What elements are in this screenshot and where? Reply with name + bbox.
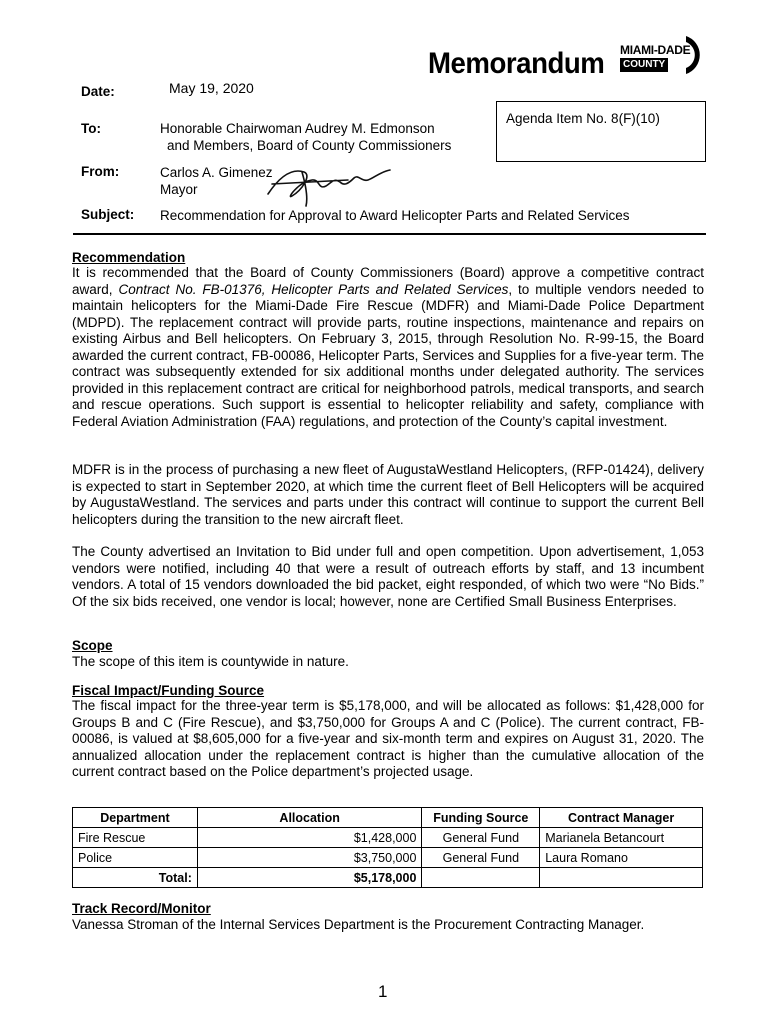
from-line2: Mayor (160, 182, 198, 197)
table-row (73, 828, 703, 848)
header-department: Department (73, 808, 198, 828)
cell-department: Fire Rescue (73, 828, 198, 848)
recommendation-paragraph-1 (72, 265, 704, 430)
memo-title: Memorandum (428, 47, 605, 80)
to-line1: Honorable Chairwoman Audrey M. Edmonson (160, 121, 435, 136)
to-label: To: (81, 121, 101, 136)
to-line2: and Members, Board of County Commissioners (167, 138, 452, 153)
logo-line2: COUNTY (620, 58, 668, 72)
cell-funding-source: General Fund (422, 828, 540, 848)
subject-label: Subject: (81, 207, 135, 222)
county-logo (618, 34, 710, 76)
recommendation-paragraph-2: MDFR is in the process of purchasing a new fleet of AugustaWestland Helicopters, (RFP-01424), delivery is expected to start in September 2020, at which time the current fleet of Bell Helicopters will be acquired by AugustaWestland. The services and parts under this contract will continue to support the current Bell helicopters during the transition to the new aircraft fleet. (72, 462, 704, 527)
contract-name: Contract No. FB-01376, Helicopter Parts and Related Services (118, 281, 509, 297)
rec-p1-text-b: , to multiple vendors needed to maintain helicopters for the Miami-Dade Fire Rescue (MDFR) and Miami-Dade Police Department (MDPD). The replacement contract will provide parts, routine inspections, maintenance and repairs on existing Airbus and Bell helicopters. On February 3, 2015, through Resolution No. R-99-15, the Board awarded the current contract, FB-00086, Helicopter Parts, Services and Supplies for a five-year term. The contract was subsequently extended for six additional months under delegated authority. The services provided in this replacement contract are critical for neighborhood patrols, medical transports, and search and rescue operations. Such support is essential to helicopter reliability and safety, compliance with Federal Aviation Administration (FAA) regulations, and protection of the County’s capital investment. (72, 281, 704, 429)
table-total-row (73, 868, 703, 888)
total-value: $5,178,000 (197, 868, 422, 888)
cell-funding-source: General Fund (422, 848, 540, 868)
header-funding-source: Funding Source (422, 808, 540, 828)
header-divider (73, 233, 706, 235)
scope-paragraph: The scope of this item is countywide in nature. (72, 654, 349, 669)
track-record-heading: Track Record/Monitor (72, 901, 211, 916)
scope-heading: Scope (72, 638, 113, 653)
recommendation-paragraph-3: The County advertised an Invitation to Bid under full and open competition. Upon advertisement, 1,053 vendors were notified, including 40 that were a result of outreach efforts by staff, and 13 incumbent vendors. A total of 15 vendors downloaded the bid packet, eight responded, of which two were “No Bids.” Of the six bids received, one vendor is local; however, none are Certified Small Business Enterprises. (72, 544, 704, 609)
date-value: May 19, 2020 (169, 80, 254, 96)
agenda-item-box (496, 101, 706, 162)
signature-icon (262, 160, 412, 208)
date-label: Date: (81, 84, 115, 99)
header-contract-manager: Contract Manager (540, 808, 703, 828)
page-number: 1 (378, 982, 388, 1001)
cell-empty (422, 868, 540, 888)
from-label: From: (81, 164, 120, 179)
funding-table (72, 807, 703, 888)
table-row (73, 848, 703, 868)
cell-contract-manager: Marianela Betancourt (540, 828, 703, 848)
track-record-paragraph: Vanessa Stroman of the Internal Services Department is the Procurement Contracting Manager. (72, 917, 645, 932)
cell-allocation: $3,750,000 (197, 848, 422, 868)
logo-line1: MIAMI-DADE (620, 43, 691, 57)
fiscal-paragraph: The fiscal impact for the three-year term is $5,178,000, and will be allocated as follows: $1,428,000 for Groups B and C (Fire Rescue), and $3,750,000 for Groups A and C (Police). The current contract, FB-00086, is valued at $8,605,000 for a five-year and six-month term and expires on August 31, 2020. The annualized allocation under the replacement contract is higher than the cumulative allocation of the current contract based on the Police department’s projected usage. (72, 698, 704, 779)
table-header-row (73, 808, 703, 828)
cell-contract-manager: Laura Romano (540, 848, 703, 868)
recommendation-heading: Recommendation (72, 250, 186, 265)
fiscal-heading: Fiscal Impact/Funding Source (72, 683, 265, 698)
header-allocation: Allocation (197, 808, 422, 828)
cell-empty (540, 868, 703, 888)
total-label: Total: (73, 868, 198, 888)
subject-value: Recommendation for Approval to Award Helicopter Parts and Related Services (160, 208, 630, 223)
cell-allocation: $1,428,000 (197, 828, 422, 848)
from-line1: Carlos A. Gimenez (160, 165, 273, 180)
cell-department: Police (73, 848, 198, 868)
agenda-item-number: Agenda Item No. 8(F)(10) (506, 111, 660, 126)
rec-p1-text-a: It is recommended that the Board of County Commissioners (Board) approve a competitive contract award, (72, 265, 704, 297)
